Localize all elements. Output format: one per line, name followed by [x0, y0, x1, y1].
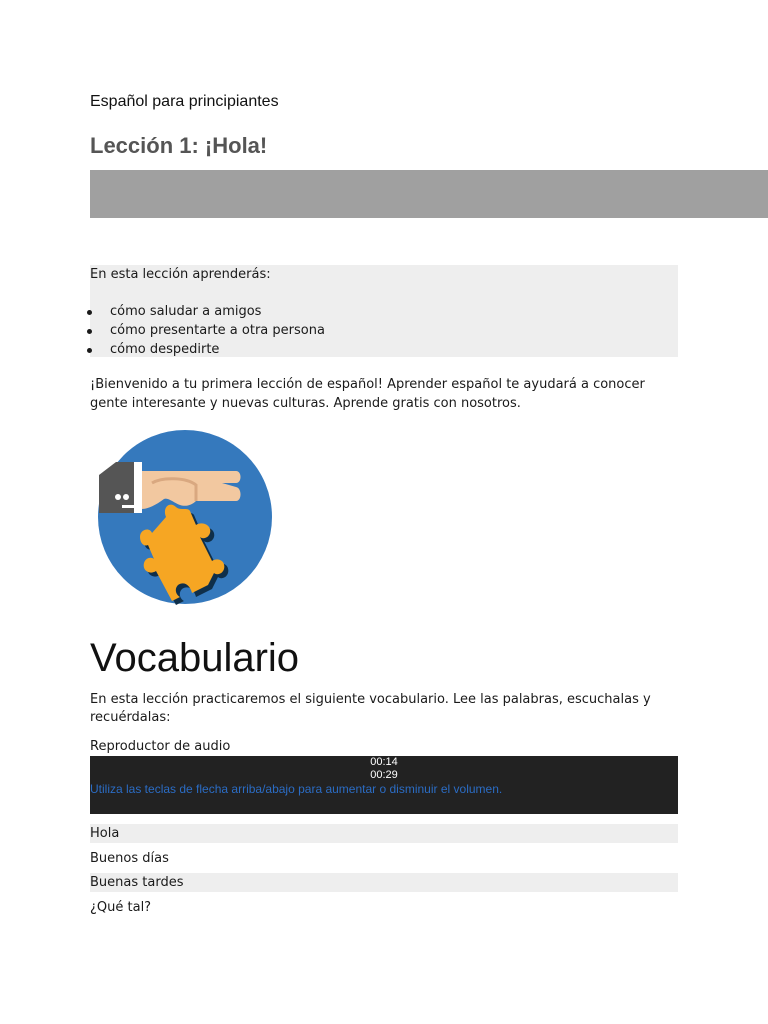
lesson-title: Lección 1: ¡Hola!: [90, 133, 268, 158]
welcome-paragraph: ¡Bienvenido a tu primera lección de español! Aprender español te ayudará a conocer gente interesante y nuevas culturas. Aprende gratis con nosotros.: [90, 377, 645, 411]
course-title: Español para principiantes: [90, 93, 279, 110]
audio-volume-hint: Utiliza las teclas de flecha arriba/abajo para aumentar o disminuir el volumen.: [90, 782, 503, 796]
objective-item: cómo saludar a amigos: [90, 302, 325, 321]
hand-puzzle-piece-icon: [96, 425, 274, 609]
vocabulary-item: ¿Qué tal?: [90, 899, 152, 915]
audio-total-time: 00:29: [370, 769, 398, 781]
objectives-list: [90, 302, 325, 359]
audio-current-time: 00:14: [370, 756, 398, 768]
section-heading-vocabulario: Vocabulario: [90, 636, 300, 680]
objectives-intro: En esta lección aprenderás:: [90, 267, 271, 282]
objective-item: cómo despedirte: [90, 340, 325, 359]
audio-player-label: Reproductor de audio: [90, 739, 231, 754]
vocabulary-item: Hola: [90, 824, 678, 843]
objectives-box: [90, 265, 678, 357]
vocabulary-list: [90, 824, 678, 922]
vocabulary-intro: En esta lección practicaremos el siguiente vocabulario. Lee las palabras, escuchalas y recuérdalas:: [90, 692, 651, 725]
audio-player[interactable]: [90, 756, 678, 814]
hero-banner: [90, 170, 768, 218]
objective-item: cómo presentarte a otra persona: [90, 321, 325, 340]
vocabulary-item: Buenas tardes: [90, 873, 678, 892]
vocabulary-item: Buenos días: [90, 850, 169, 866]
